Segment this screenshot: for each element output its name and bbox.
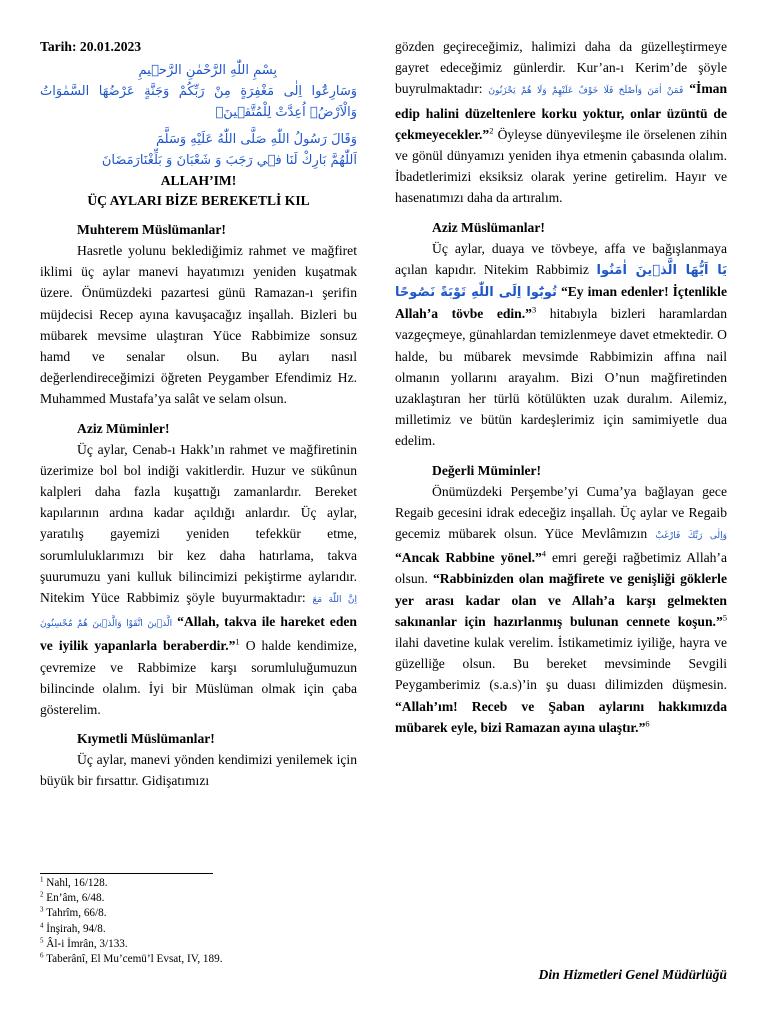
paragraph-text: Öyleyse dünyevileşme ile örselenen zihin ve gönül dünyamızı yeniden ihya etmenin çabasında olalım. İbadetlerimizi eksiksiz olarak yerine getirelim. Hayır ve hasenatımızı daha da artıralım. (395, 126, 727, 206)
section-heading: Değerli Müminler! (432, 462, 542, 478)
inline-arabic-verse: وَاِلٰى رَبِّكَ فَارْغَبْ (655, 531, 727, 542)
arabic-basmala: بِسْمِ اللّٰهِ الرَّحْمٰنِ الرَّح۪يمِ (138, 63, 277, 78)
paragraph-text: Önümüzdeki Perşembe’yi Cuma’ya bağlayan gece Regaib gecesini idrak edeceğiz inşallah. Üç aylar ve Regaib gecemiz mübarek olsun. Yüce Mevlâmızın (395, 483, 727, 542)
footnotes (40, 876, 357, 967)
sermon-title-line1: ALLAH’IM! (160, 173, 237, 188)
footnote-ref: 3 (531, 304, 537, 315)
footnote-ref: 2 (489, 125, 494, 136)
footnote: $^5$ Âl-i İmrân, 3/133. (40, 936, 128, 950)
paragraph-text: gözden geçireceğimiz, halimizi daha da güzelleştirmeye gayret edeceğimiz günlerdir. Kur’an-ı Kerim’de şöyle buyrulmaktadır: (395, 39, 727, 97)
section-heading: Aziz Müminler! (77, 420, 170, 436)
quote: “Allah, takva ile hareket eden ve iyilik yapanlarla beraberdir.” (40, 614, 357, 654)
paragraph: Hasretle yolunu beklediğimiz rahmet ve mağfiret iklimi üç aylar manevi hayatımızı yeniden kuşatmak üzere. Önümüzdeki pazartesi günü Ramazan-ı şerifin müjdecisi Recep ayına kavuşacağız inşallah. Bizleri bu mübarek mevsime ulaştıran Yüce Rabbimize sonsuz hamd ve senalar olsun. Bu ayları nasıl değerlendireceğimizi öğreten Peygamber Efendimiz Hz. Muhammed Mustafa’ya salât ve selam olsun. (40, 243, 357, 407)
quote: “İman edip halini düzeltenlere korku yoktur, onlar üzüntü de çekmeyecekler.” (395, 81, 728, 142)
paragraph-text: O halde kendimize, çevremize ve Rabbimize karşı sorumluluğumuzun bilincinde olalım. İyi bir Müslüman olmak için çaba gösterelim. (40, 638, 357, 718)
signature: Din Hizmetleri Genel Müdürlüğü (538, 967, 727, 982)
arabic-dua: اَللّٰهُمَّ بَارِكْ لَنَا ف۪ي رَجَبَ وَ شَعْبَانَ وَ بَلِّغْنَارَمَضَانَ (101, 153, 357, 168)
paragraph: Üç aylar, manevi yönden kendimizi yenilemek için büyük bir fırsattır. Gidişatımızı (40, 752, 357, 789)
arabic-verse: وَسَارِعُٓوا اِلٰى مَغْفِرَةٍ مِنْ رَبِّكُمْ وَجَنَّةٍ عَرْضُهَا السَّمٰوَاتُ وَالْاَرْضُۙ اُعِدَّتْ لِلْمُتَّق۪ينَۙ (40, 84, 357, 120)
footnote-ref: 6 (645, 718, 650, 729)
inline-arabic-verse: فَمَنْ اٰمَنَ وَاَصْلَحَ فَلَا خَوْفٌ عَلَيْهِمْ وَلَا هُمْ يَحْزَنُونَ (488, 86, 684, 97)
paragraph (395, 36, 727, 209)
paragraph-text: emri gereği rağbetimiz Allah’a olsun. (395, 550, 727, 587)
footnote: $^4$ İnşirah, 94/8. (40, 920, 106, 935)
paragraph-text: Üç aylar, duaya ve tövbeye, affa ve bağışlanmaya açılan kapıdır. Nitekim Rabbimiz (395, 240, 727, 277)
paragraph-text: ilahi davetine kulak verelim. İstikametimiz iyiliğe, hayra ve güzelliğe olsun. Bu bereket mevsiminde Sevgili Peygamberimiz (s.a.s)’in şu duası dilimizden düşmesin. (395, 635, 727, 693)
footnote: $^6$ Taberânî, El Mu’cemü’l Evsat, IV, 189. (40, 951, 223, 966)
sermon-title-line2: ÜÇ AYLARI BİZE BEREKETLİ KIL (87, 193, 310, 208)
footnote-ref: 1 (235, 636, 240, 647)
footnote-ref: 5 (722, 612, 727, 623)
arabic-hadith-intro: وَقَالَ رَسُولُ اللّٰهِ صَلَّى اللّٰهُ عَلَيْهِ وَسَلَّمَ (156, 132, 357, 147)
quote: “Allah’ım! Receb ve Şaban aylarını hakkımızda mübarek eyle, bizi Ramazan ayına ulaştır.” (395, 698, 727, 735)
right-column (395, 36, 727, 738)
footnote-ref: 4 (541, 548, 547, 559)
quote: “Rabbinizden olan mağfirete ve genişliği göklerle yer arası kadar olan ve Allah’a karşı gelmekten sakınanlar için hazırlanmış bulunan cennete koşun.” (395, 571, 727, 629)
inline-arabic-verse: يَا اَيُّهَا الَّذ۪ينَ اٰمَنُوا تُوبُٓوا اِلَى اللّٰهِ تَوْبَةً نَصُوحًا (395, 262, 727, 301)
left-column (40, 36, 357, 792)
paragraph (395, 481, 727, 738)
inline-arabic-verse: اِنَّ اللّٰهَ مَعَ الَّذ۪ينَ اتَّقَوْا وَالَّذ۪ينَ هُمْ مُحْسِنُونَ (40, 595, 357, 630)
footnote: $^3$ Tahrîm, 66/8. (40, 905, 107, 920)
paragraph (395, 238, 727, 452)
date: Tarih: 20.01.2023 (40, 39, 142, 54)
section-heading: Muhterem Müslümanlar! (77, 222, 226, 237)
section-heading: Kıymetli Müslümanlar! (77, 731, 215, 747)
paragraph-text: Üç aylar, Cenab-ı Hakk’ın rahmet ve mağfiretinin üzerimize bol bol indiği vakitlerdir. Huzur ve sükûnun kalpleri daha fazla kuşattığı zamanlardır. Bereket kapılarının ardına kadar açıldığı anlardır. Üç aylar, yaratılış gayemizi yeniden tefekkür etme, sorumluluklarımızı bir kez daha hatırlama, takva şuurumuzu yani kulluk bilincimizi pekiştirme aylarıdır. Nitekim Yüce Rabbimiz şöyle buyurmaktadır: (40, 441, 357, 606)
quote: “Ancak Rabbine yönel.” (395, 550, 542, 566)
paragraph-text: hitabıyla bizleri haramlardan vazgeçmeye, günahlardan temizlenmeye davet etmektedir. O halde, bu mübarek mevsimde Rabbimizin affına nail olmanın yollarını arayalım. Bizi O’nun mağfiretinden uzaklaştıran her türlü kötülükten uzak duralım. Ailemiz, milletimiz ve bütün kardeşlerimiz için samimiyetle dua edelim. (395, 306, 727, 449)
quote: “Ey iman edenler! İçtenlikle Allah’a tövbe edin.” (395, 284, 727, 322)
section-heading: Aziz Müslümanlar! (432, 219, 545, 235)
footnote: $^2$ En’âm, 6/48. (40, 890, 105, 905)
footnote-divider (40, 873, 213, 874)
paragraph (40, 439, 357, 721)
footnote: $^1$ Nahl, 16/128. (40, 875, 108, 889)
